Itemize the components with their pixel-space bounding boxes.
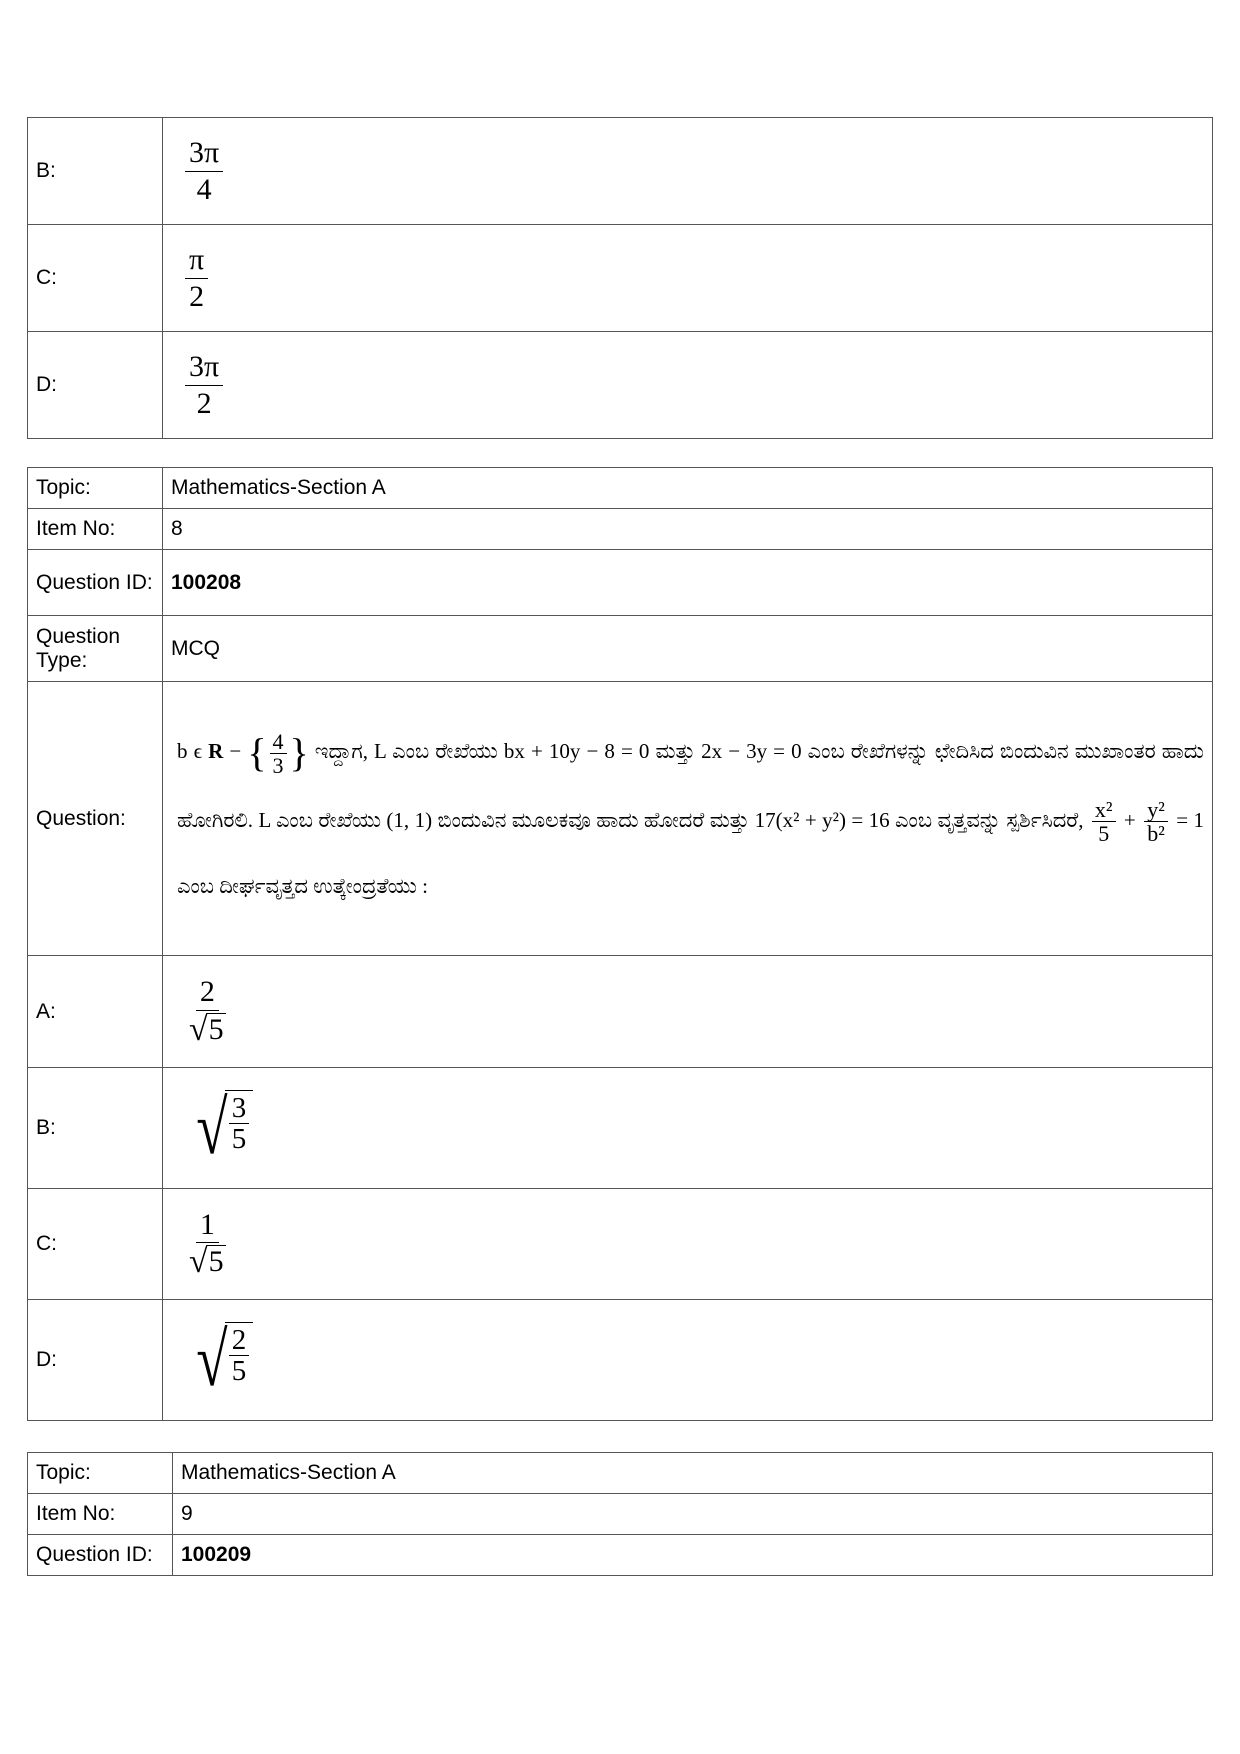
option-label: B: <box>28 1068 163 1189</box>
topic-value: Mathematics-Section A <box>173 1453 1213 1494</box>
option-value <box>163 1300 1213 1421</box>
item-row <box>28 509 1213 550</box>
numerator: 3 <box>229 1093 250 1124</box>
option-label: C: <box>28 1189 163 1300</box>
numerator: y² <box>1144 798 1168 822</box>
question-id-value: 100208 <box>163 550 1213 616</box>
denominator: b² <box>1147 821 1165 847</box>
numerator: x² <box>1092 798 1116 822</box>
question-id-row <box>28 1535 1213 1576</box>
left-brace: { <box>247 730 267 776</box>
item-value: 8 <box>163 509 1213 550</box>
option-row-d <box>28 1300 1213 1421</box>
option-row-a <box>28 956 1213 1068</box>
fraction <box>185 976 230 1047</box>
option-value <box>163 1189 1213 1300</box>
numerator: 3π <box>185 351 223 386</box>
question-row <box>28 682 1213 956</box>
question-part: b ϵ <box>177 739 209 764</box>
item-label: Item No: <box>28 1494 173 1535</box>
question-id-label: Question ID: <box>28 1535 173 1576</box>
denominator: 2 <box>189 279 205 313</box>
numerator: π <box>185 244 208 279</box>
question-id-row <box>28 550 1213 616</box>
item-value: 9 <box>173 1494 1213 1535</box>
option-label: D: <box>28 1300 163 1421</box>
option-label: C: <box>28 225 163 332</box>
denominator: 5 <box>1098 821 1110 847</box>
question-id-value: 100209 <box>173 1535 1213 1576</box>
option-value <box>163 225 1213 332</box>
radical-icon: √ <box>189 1243 208 1281</box>
option-row-b <box>28 118 1213 225</box>
question-type-row <box>28 616 1213 682</box>
denominator: 5 <box>231 1355 247 1388</box>
square-root <box>191 1086 253 1170</box>
option-row-b <box>28 1068 1213 1189</box>
topic-row <box>28 468 1213 509</box>
option-value <box>163 956 1213 1068</box>
item-row <box>28 1494 1213 1535</box>
real-set-symbol: R <box>208 739 224 764</box>
question-id-label: Question ID: <box>28 550 163 616</box>
square-root <box>191 1318 253 1402</box>
question-part: ಇದ್ದಾಗ, L ಎಂಬ ರೇಖೆಯು bx + 10y − 8 = 0 ಮತ್ತು 2x − 3y = 0 ಎಂಬ ರೇಖೆಗಳನ್ನು ಛೇದಿಸಿದ ಬಿಂದುವಿನ ಮುಖಾಂತರ ಹಾದು ಹೋಗಿರಲಿ. L ಎಂಬ ರೇಖೆಯು (1, 1) ಬಿಂದುವಿನ ಮೂಲಕವೂ ಹಾದು ಹೋದರೆ ಮತ್ತು 17(x² + y²) = 16 ಎಂಬ ವೃತ್ತವನ್ನು ಸ್ಪರ್ಶಿಸಿದರೆ, <box>177 739 1204 832</box>
option-label: A: <box>28 956 163 1068</box>
question-part: = 1 ಎಂಬ ದೀರ್ಘವೃತ್ತದ ಉತ್ಕೇಂದ್ರತೆಯು : <box>177 807 1204 898</box>
question-type-label: Question Type: <box>28 616 163 682</box>
option-row-c <box>28 1189 1213 1300</box>
radical-icon: √ <box>189 1010 208 1048</box>
topic-value: Mathematics-Section A <box>163 468 1213 509</box>
topic-label: Topic: <box>28 468 163 509</box>
denominator: 4 <box>196 172 212 206</box>
option-value <box>163 1068 1213 1189</box>
ellipse-term-y <box>1144 798 1168 845</box>
option-value <box>163 332 1213 439</box>
numerator: 2 <box>229 1325 250 1356</box>
denominator: 3 <box>272 753 284 779</box>
topic-row <box>28 1453 1213 1494</box>
denominator: 5 <box>231 1123 247 1156</box>
question-text <box>163 682 1213 956</box>
numerator: 4 <box>270 730 287 754</box>
numerator: 3π <box>185 137 223 172</box>
fraction <box>185 351 223 419</box>
question-label: Question: <box>28 682 163 956</box>
ellipse-term-x <box>1092 798 1116 845</box>
option-row-c <box>28 225 1213 332</box>
topic-label: Topic: <box>28 1453 173 1494</box>
plus-sign: + <box>1118 807 1142 832</box>
option-value <box>163 118 1213 225</box>
option-label: D: <box>28 332 163 439</box>
option-label: B: <box>28 118 163 225</box>
set-fraction <box>270 730 287 777</box>
radical-icon: √ <box>196 1318 228 1402</box>
denominator: 2 <box>196 386 212 420</box>
question-8-table <box>27 467 1213 1421</box>
fraction <box>185 137 223 205</box>
radicand: 5 <box>208 1245 224 1279</box>
denominator <box>185 1011 230 1047</box>
fraction <box>185 1209 230 1280</box>
right-brace: } <box>289 730 309 776</box>
denominator <box>185 1243 230 1279</box>
previous-question-options <box>27 117 1213 439</box>
radical-icon: √ <box>196 1086 228 1170</box>
option-row-d <box>28 332 1213 439</box>
question-type-value: MCQ <box>163 616 1213 682</box>
numerator: 1 <box>196 1209 219 1244</box>
numerator: 2 <box>196 976 219 1011</box>
fraction <box>185 244 208 312</box>
item-label: Item No: <box>28 509 163 550</box>
radicand: 5 <box>208 1012 224 1046</box>
question-part: − <box>223 739 248 764</box>
question-9-table <box>27 1452 1213 1576</box>
